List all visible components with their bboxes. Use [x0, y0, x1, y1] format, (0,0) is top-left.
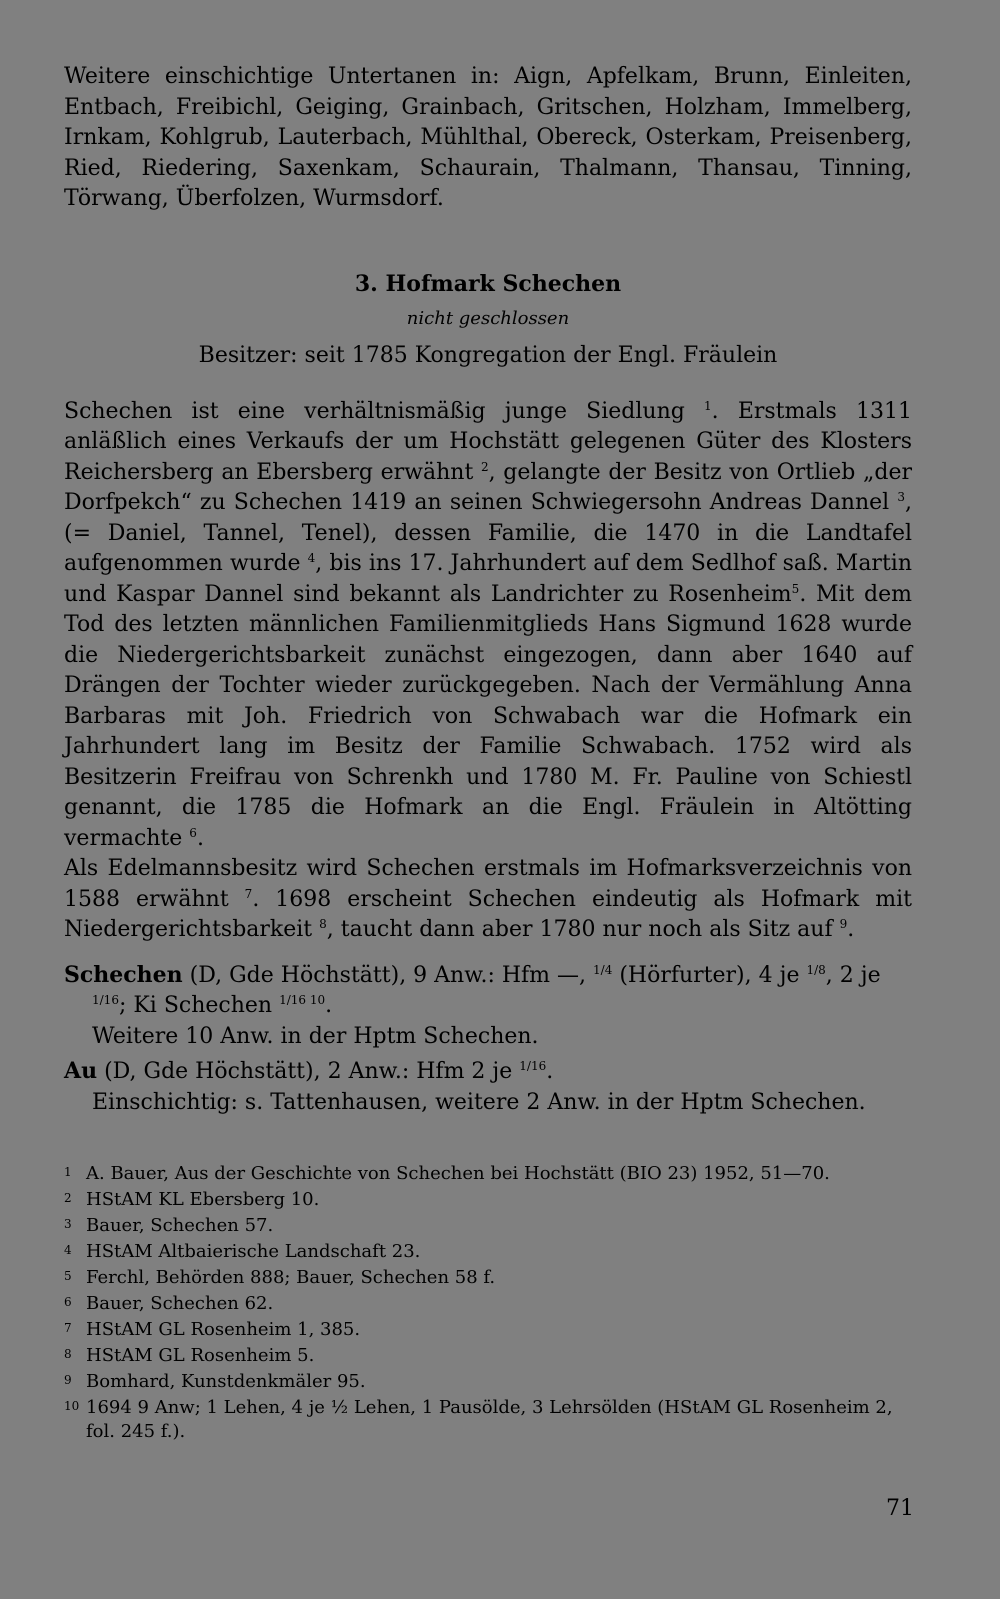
footnote-marker: 1/16 10: [279, 993, 326, 1007]
text-run: .: [847, 917, 855, 942]
footnote: [64, 1186, 912, 1212]
section-heading: 3. Hofmark Schechen: [354, 270, 622, 297]
footnote: [64, 1238, 912, 1264]
body-text: [64, 397, 912, 946]
footnote-marker: 1: [704, 398, 712, 413]
place-entries: [64, 960, 912, 1119]
footnote: [64, 1212, 912, 1238]
footnote-number: 9: [64, 1373, 72, 1387]
footnote-number: 4: [64, 1243, 72, 1257]
text-run: (Hörfurter), 4 je: [612, 962, 807, 988]
footnote-text: Bomhard, Kunstdenkmäler 95.: [86, 1371, 366, 1392]
footnote-marker: 9: [839, 917, 848, 931]
footnote-marker: 1/16: [519, 1059, 547, 1073]
footnote: [64, 1160, 912, 1186]
footnote-text: HStAM GL Rosenheim 1, 385.: [86, 1319, 361, 1340]
page-number: 71: [886, 1496, 914, 1521]
footnote-marker: 7: [244, 886, 253, 901]
footnote: [64, 1264, 912, 1290]
intro-paragraph: Weitere einschichtige Untertanen in: Aign, Apfelkam, Brunn, Einleiten, Entbach, Freibichl, Geiging, Grainbach, Gritschen, Holzham, Immelberg, Irnkam, Kohlgrub, Lauterbach, Mühlthal, Obereck, Osterkam, Preisenberg, Ried, Riedering, Saxenkam, Schaurain, Thalmann, Thansau, Tinning, Törwang, Überfolzen, Wurmsdorf.: [64, 64, 912, 211]
place-entry: [64, 1056, 912, 1118]
footnote: [64, 1342, 912, 1368]
footnote-text: Ferchl, Behörden 888; Bauer, Schechen 58 f.: [86, 1267, 496, 1288]
footnote-marker: 1/16: [92, 993, 119, 1007]
footnote-marker: 1/8: [806, 962, 826, 977]
text-run: ; Ki Schechen: [118, 993, 280, 1018]
text-run: , 2 je: [825, 962, 881, 988]
footnote: [64, 1316, 912, 1342]
footnote-marker: 3: [897, 490, 905, 504]
footnote: [64, 1368, 912, 1394]
footnote-marker: 8: [319, 917, 327, 931]
text-run: Als Edelmannsbesitz wird Schechen erstmals im Hofmarksverzeichnis von 1588 erwähnt: [64, 856, 912, 912]
text-run: Schechen ist eine verhältnismäßig junge Siedlung: [64, 398, 705, 424]
text-run: . Mit dem Tod des letzten männlichen Familienmitglieds Hans Sigmund 1628 wurde die Niedergerichtsbarkeit zunächst eingezogen, dann aber 1640 auf Drängen der Tochter wieder zurückgegeben. Nach der Vermählung Anna Barbaras mit Joh. Friedrich von Schwabach war die Hofmark ein Jahrhundert lang im Besitz der Familie Schwabach. 1752 wird als Besitzerin Freifrau von Schrenkh und 1780 M. Fr. Pauline von Schiestl genannt, die 1785 die Hofmark an die Engl. Fräulein in Altötting vermachte: [64, 581, 912, 851]
place-name: Au: [64, 1058, 98, 1084]
hofmark-paragraph: [64, 854, 912, 946]
text-run: .: [196, 825, 204, 851]
footnote-text: A. Bauer, Aus der Geschichte von Schechen bei Hochstätt (BIO 23) 1952, 51—70.: [86, 1163, 830, 1184]
footnote-text: HStAM GL Rosenheim 5.: [86, 1345, 315, 1366]
footnote-number: 3: [64, 1217, 72, 1231]
text-run: , (= Daniel, Tannel, Tenel), dessen Familie, die 1470 in die Landtafel aufgenommen wurde: [64, 490, 912, 576]
footnote: [64, 1290, 912, 1316]
footnote-text: Bauer, Schechen 57.: [86, 1215, 274, 1236]
history-paragraph: [64, 397, 912, 855]
footnote-text: 1694 9 Anw; 1 Lehen, 4 je ½ Lehen, 1 Pausölde, 3 Lehrsölden (HStAM GL Rosenheim 2, fol. 245 f.).: [86, 1397, 893, 1442]
footnote-marker: 6: [189, 825, 197, 840]
text-run: , taucht dann aber 1780 nur noch als Sitz auf: [326, 917, 840, 942]
place-name: Schechen: [64, 961, 183, 988]
footnote: [64, 1394, 912, 1444]
footnote-number: 2: [64, 1191, 72, 1205]
entry-line: [64, 960, 912, 1022]
entry-line: [64, 1056, 912, 1088]
page-content: [64, 62, 912, 1444]
footnote-number: 1: [64, 1165, 72, 1179]
owner-line: Besitzer: seit 1785 Kongregation der Engl. Fräulein: [198, 342, 778, 368]
footnote-number: 8: [64, 1347, 72, 1361]
footnote-marker: 1/4: [593, 962, 613, 977]
footnote-text: HStAM KL Ebersberg 10.: [86, 1189, 320, 1210]
section-subheading: nicht geschlossen: [406, 307, 570, 329]
footnote-number: 5: [64, 1269, 72, 1283]
text-run: . 1698 erscheint Schechen eindeutig als Hofmark mit Niedergerichtsbarkeit: [64, 886, 912, 942]
text-run: .: [325, 993, 333, 1018]
text-run: , gelangte der Besitz von Ortlieb „der Dorfpekch“ zu Schechen 1419 an seinen Schwiegersohn Andreas Dannel: [64, 459, 913, 515]
place-entry: [64, 960, 912, 1053]
footnote-text: Bauer, Schechen 62.: [86, 1293, 274, 1314]
text-run: , bis ins 17. Jahrhundert auf dem Sedlhof saß. Martin und Kaspar Dannel sind bekannt als Landrichter zu Rosenheim: [64, 551, 912, 607]
text-run: .: [546, 1059, 554, 1084]
footnote-text: HStAM Altbaierische Landschaft 23.: [86, 1241, 421, 1262]
footnote-marker: 2: [480, 459, 489, 474]
footnote-number: 6: [64, 1295, 72, 1309]
footnote-marker: 5: [791, 581, 800, 596]
text-run: . Erstmals 1311 anläßlich eines Verkaufs der um Hochstätt gelegenen Güter des Klosters Reichersberg an Ebersberg erwähnt: [64, 398, 912, 485]
footnotes: [64, 1160, 912, 1444]
entry-note: Einschichtig: s. Tattenhausen, weitere 2 Anw. in der Hptm Schechen.: [92, 1089, 866, 1115]
text-run: (D, Gde Höchstätt), 2 Anw.: Hfm 2 je: [97, 1059, 520, 1084]
footnote-marker: 4: [307, 551, 316, 565]
entry-note: Weitere 10 Anw. in der Hptm Schechen.: [92, 1023, 539, 1049]
text-run: (D, Gde Höchstätt), 9 Anw.: Hfm —,: [182, 962, 594, 988]
footnote-number: 10: [64, 1399, 80, 1413]
footnote-number: 7: [64, 1321, 72, 1335]
